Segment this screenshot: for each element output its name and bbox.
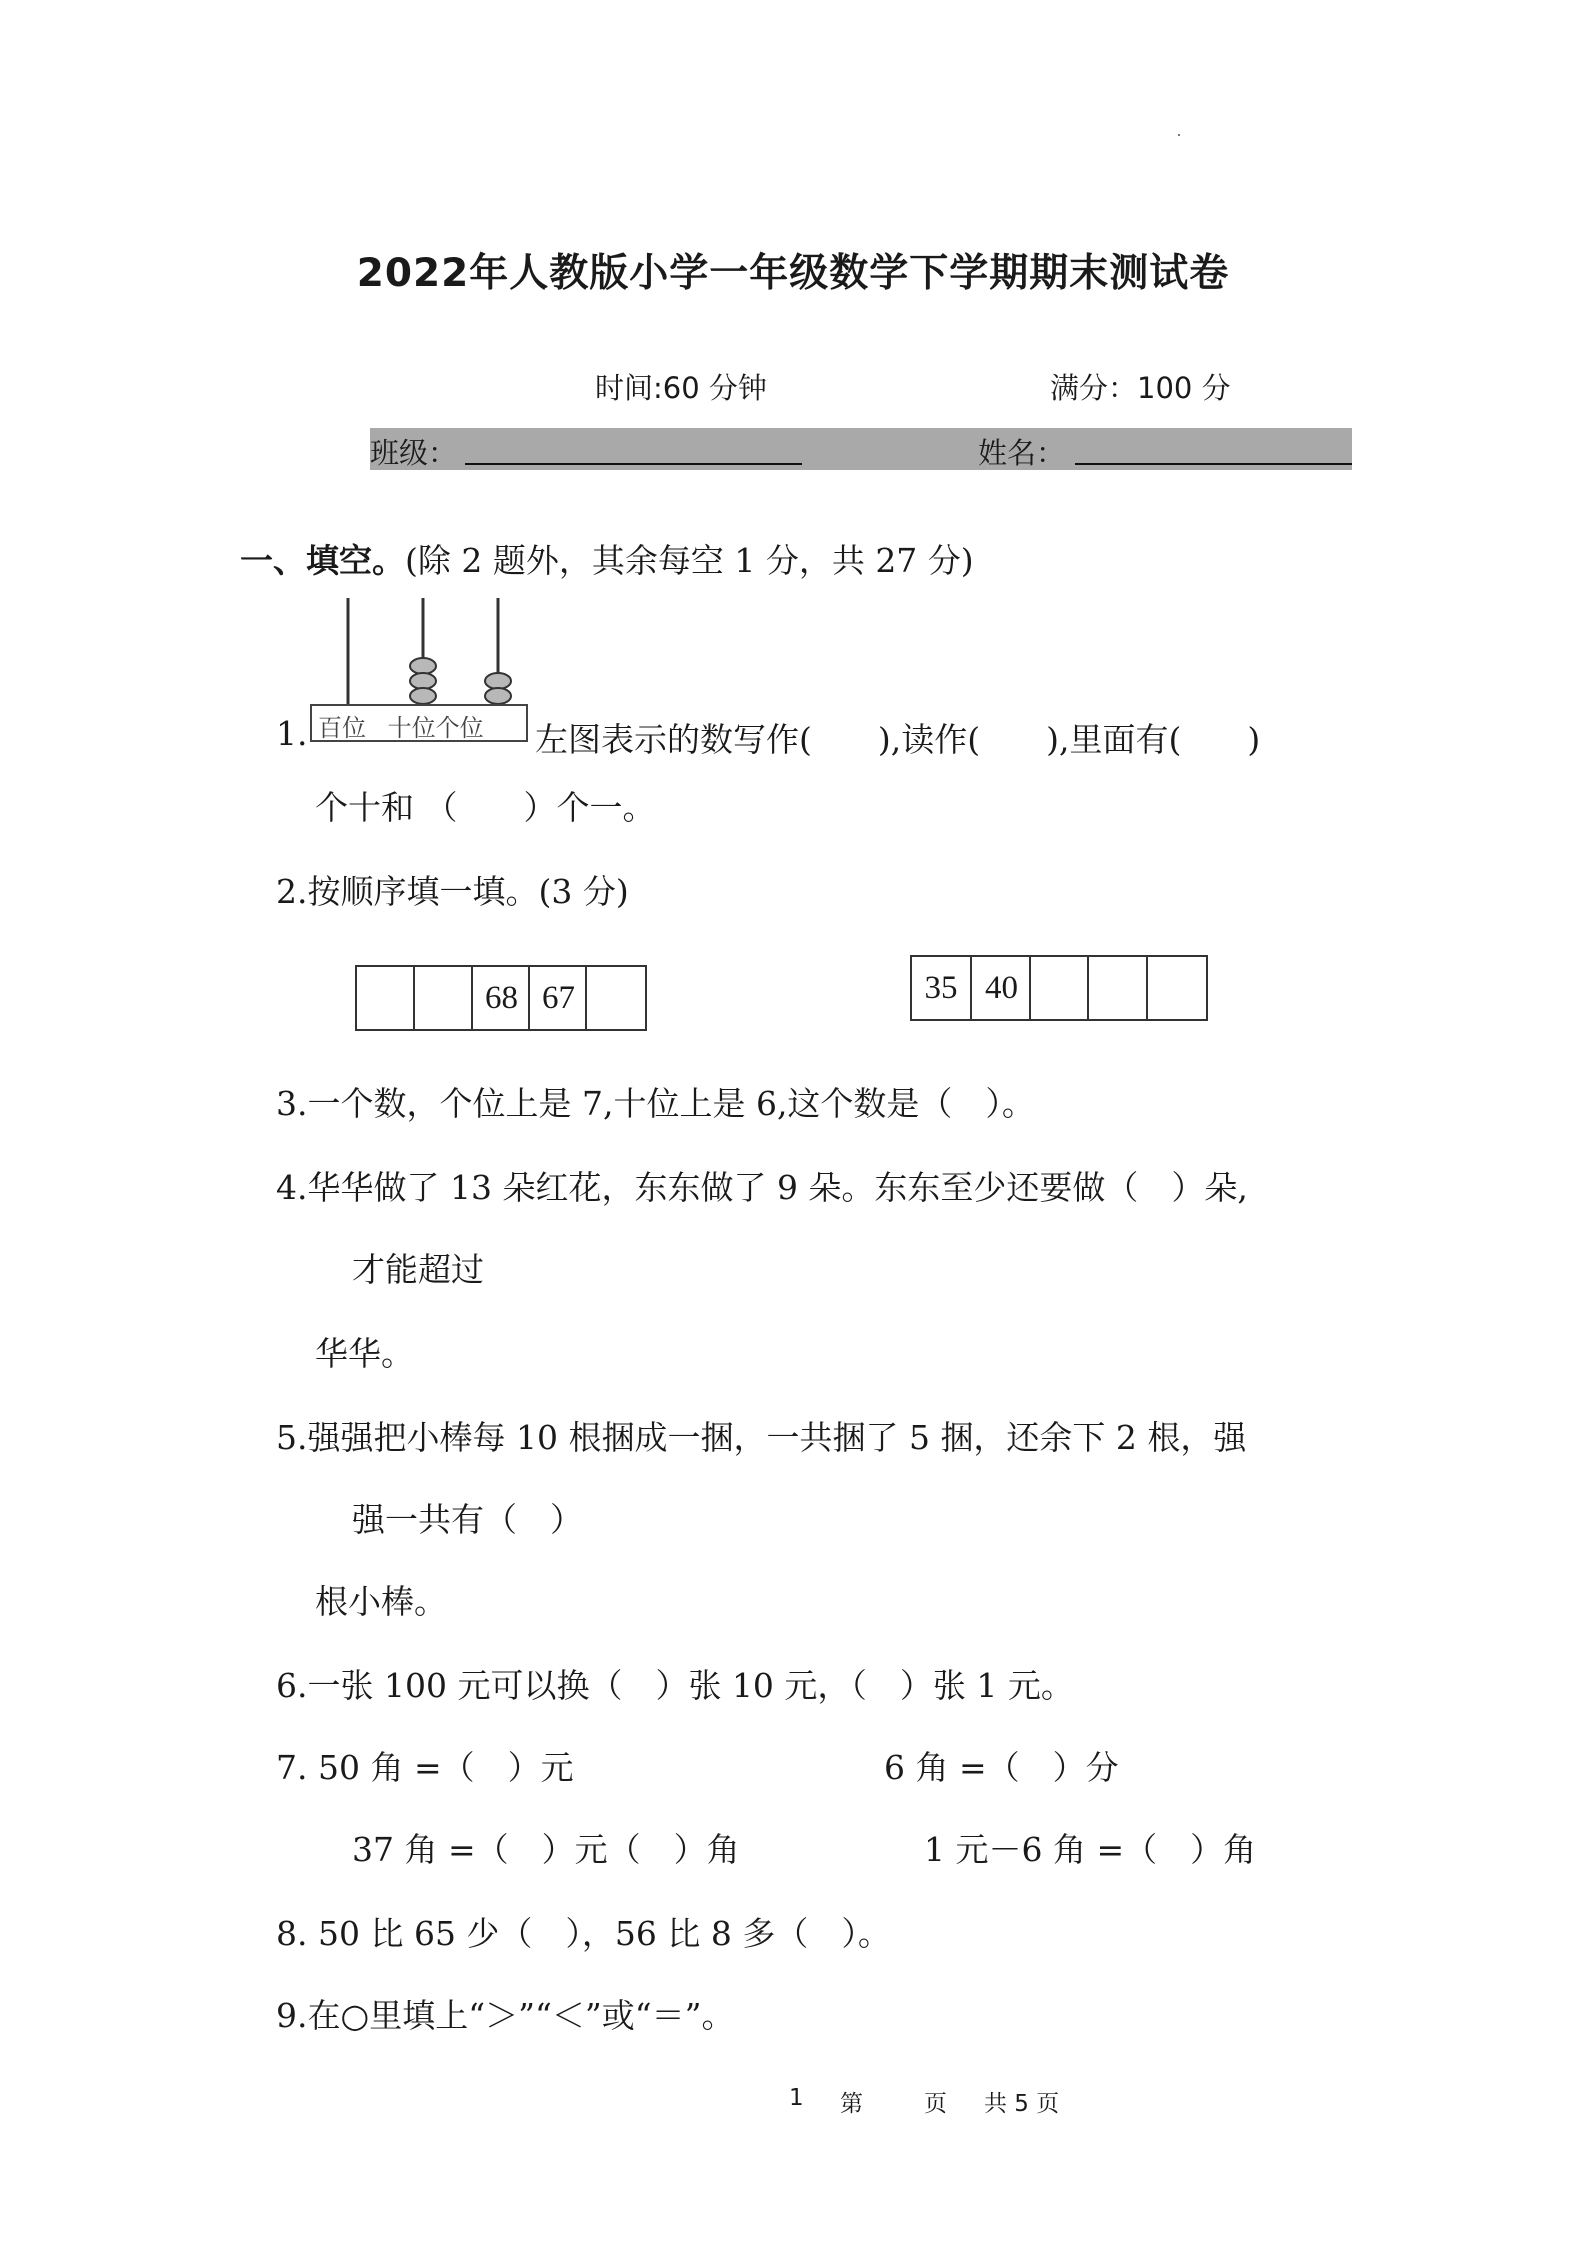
class-field[interactable] (465, 463, 802, 465)
abacus-label-tens: 十位 (387, 714, 436, 742)
abacus-label-hundreds: 百位 (318, 714, 366, 742)
q6-text: 6.一张 100 元可以换（ ）张 10 元，（ ）张 1 元。 (276, 1666, 1074, 1705)
exam-time: 时间:60 分钟 (595, 371, 767, 405)
section-heading (240, 535, 974, 582)
q7-part-d: 1 元－6 角 =（ ）角 (924, 1830, 1257, 1869)
section-note: (除 2 题外，其余每空 1 分，共 27 分) (405, 541, 974, 580)
q2-text: 2.按顺序填一填。(3 分) (276, 872, 629, 911)
seq1-cell: 68 (471, 967, 530, 1029)
q7-part-a: 7. 50 角 =（ ）元 (276, 1748, 574, 1787)
q7-part-b: 6 角 =（ ）分 (884, 1748, 1119, 1787)
page-title: 2022年人教版小学一年级数学下学期期末测试卷 (356, 251, 1230, 296)
scan-dot (1178, 134, 1180, 136)
seq2-cell[interactable] (1029, 957, 1089, 1019)
q9-text: 9.在○里填上“＞”“＜”或“＝”。 (276, 1996, 735, 2035)
class-label: 班级： (370, 436, 458, 470)
seq2-cell[interactable] (1146, 957, 1206, 1019)
footer-total: 共 5 页 (984, 2091, 1060, 2117)
section-title: 一、填空。 (240, 541, 405, 580)
q4-line3: 华华。 (315, 1334, 414, 1373)
name-label: 姓名： (978, 436, 1066, 470)
name-field[interactable] (1075, 463, 1352, 465)
seq2-cell[interactable] (1087, 957, 1148, 1019)
q4-line2: 才能超过 (352, 1250, 484, 1289)
q3-text: 3.一个数，个位上是 7,十位上是 6,这个数是（ ）。 (276, 1084, 1035, 1123)
q4-line1: 4.华华做了 13 朵红花，东东做了 9 朵。东东至少还要做（ ）朵, (276, 1168, 1248, 1207)
q5-line2: 强一共有（ ） (352, 1500, 583, 1539)
footer-ye: 页 (924, 2091, 947, 2117)
q7-part-c: 37 角 =（ ）元（ ）角 (352, 1830, 740, 1869)
seq2-cell: 40 (970, 957, 1031, 1019)
q5-line3: 根小棒。 (315, 1582, 447, 1621)
q5-line1: 5.强强把小棒每 10 根捆成一捆，一共捆了 5 捆，还余下 2 根，强 (276, 1418, 1247, 1457)
footer-di: 第 (840, 2091, 863, 2117)
full-score: 满分：100 分 (1050, 371, 1231, 405)
seq1-cell[interactable] (585, 967, 645, 1029)
seq1-cell[interactable] (357, 967, 413, 1029)
q1-number: 1. (276, 714, 308, 753)
abacus-label-ones: 个位 (435, 714, 484, 742)
q1-line1: 左图表示的数写作( ),读作( ),里面有( ) (535, 720, 1261, 759)
q1-line2: 个十和 （ ）个一。 (315, 788, 656, 827)
footer-page-number: 1 (789, 2085, 804, 2111)
seq1-cell[interactable] (413, 967, 473, 1029)
abacus-image (308, 598, 530, 748)
sequence-box-2 (910, 955, 1208, 1021)
q8-text: 8. 50 比 65 少（ ），56 比 8 多（ ）。 (276, 1914, 891, 1953)
seq1-cell: 67 (528, 967, 587, 1029)
sequence-box-1 (355, 965, 647, 1031)
seq2-cell: 35 (924, 969, 958, 1006)
